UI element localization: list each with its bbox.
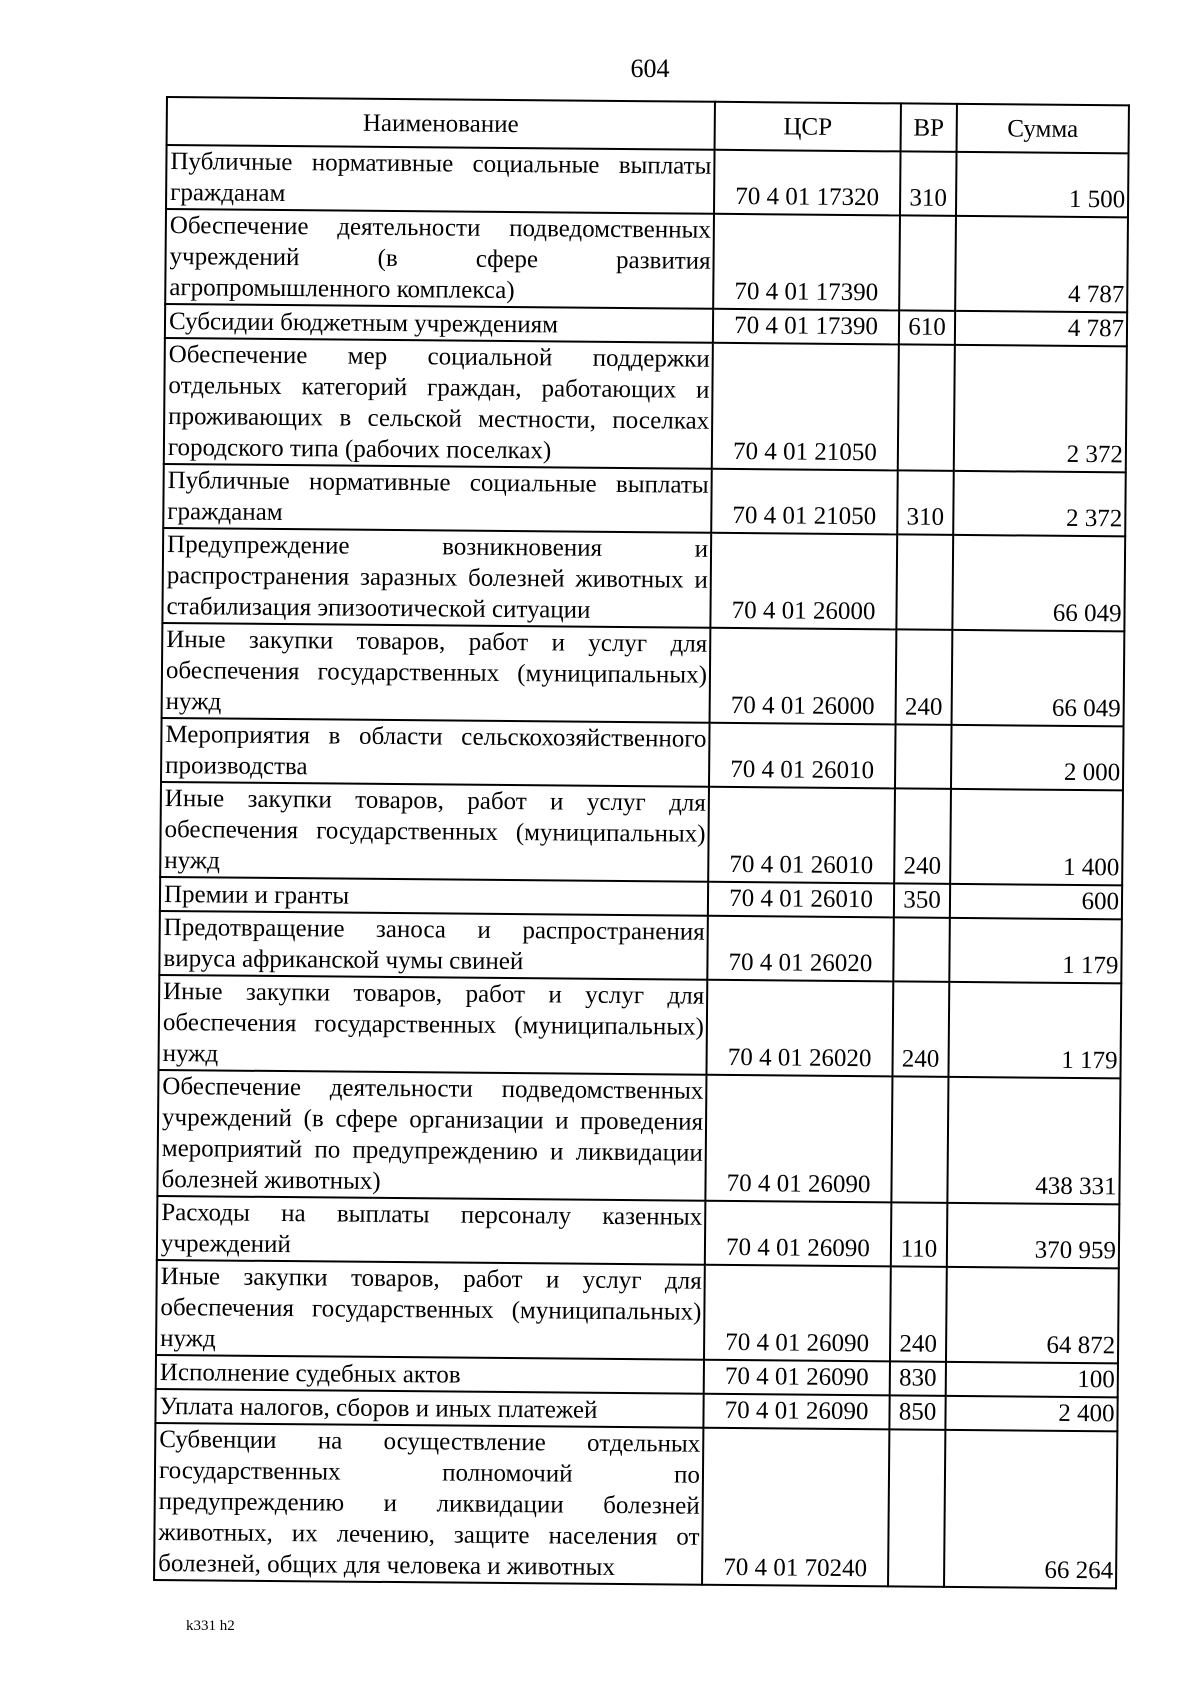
table-row	[160, 782, 1123, 885]
footer-code: k331 h2	[186, 1618, 235, 1634]
cell-csr: 70 4 01 26010	[708, 882, 894, 918]
table-row	[159, 911, 1122, 983]
cell-name: Иные закупки товаров, работ и услуг для обеспечения государственных (муниципальных) нужд	[162, 623, 711, 723]
cell-csr: 70 4 01 17390	[713, 309, 899, 345]
cell-name: Публичные нормативные социальные выплаты гражданам	[166, 145, 715, 214]
cell-vr: 240	[892, 981, 949, 1076]
cell-csr: 70 4 01 21050	[712, 343, 899, 471]
cell-csr: 70 4 01 26020	[707, 916, 894, 982]
cell-name: Обеспечение мер социальной поддержки отдельных категорий граждан, работающих и проживающих в сельской местности, поселках городского типа (рабочих поселках)	[164, 338, 713, 469]
cell-sum: 66 049	[952, 630, 1125, 726]
table-row	[156, 1260, 1119, 1363]
cell-sum: 1 179	[948, 982, 1121, 1078]
cell-sum: 370 959	[947, 1203, 1120, 1268]
cell-sum: 438 331	[947, 1077, 1120, 1204]
cell-sum: 1 179	[949, 918, 1122, 983]
table-row	[165, 209, 1128, 312]
cell-vr	[899, 215, 956, 310]
cell-name: Исполнение судебных актов	[156, 1355, 704, 1394]
header-sum: Сумма	[957, 104, 1129, 153]
cell-name: Обеспечение деятельности подведомственных учреждений (в сфере развития агропромышленного комплекса)	[165, 209, 714, 309]
cell-name: Мероприятия в области сельскохозяйственного производства	[161, 718, 710, 787]
cell-vr	[898, 344, 955, 470]
cell-vr: 610	[899, 310, 955, 344]
cell-sum: 4 787	[955, 216, 1128, 312]
cell-name: Иные закупки товаров, работ и услуг для обеспечения государственных (муниципальных) нужд	[156, 1260, 705, 1360]
cell-vr: 240	[894, 788, 951, 883]
table-body	[154, 145, 1128, 1588]
cell-vr	[888, 1429, 945, 1586]
cell-csr: 70 4 01 21050	[711, 469, 898, 535]
cell-sum: 2 000	[951, 725, 1124, 790]
cell-name: Уплата налогов, сборов и иных платежей	[155, 1389, 703, 1428]
table-row	[157, 1196, 1120, 1268]
table-row	[159, 975, 1122, 1078]
cell-name: Иные закупки товаров, работ и услуг для обеспечения государственных (муниципальных) нужд	[159, 975, 708, 1075]
table-row	[166, 145, 1129, 217]
cell-csr: 70 4 01 26010	[708, 787, 895, 884]
cell-csr: 70 4 01 26010	[709, 723, 896, 789]
cell-sum: 2 400	[945, 1396, 1117, 1431]
page-number: 604	[630, 54, 670, 83]
cell-vr	[896, 534, 953, 629]
cell-csr: 70 4 01 26020	[706, 980, 893, 1077]
cell-vr: 110	[891, 1202, 948, 1266]
cell-csr: 70 4 01 17320	[714, 150, 901, 216]
cell-sum: 66 264	[944, 1430, 1117, 1588]
cell-csr: 70 4 01 26000	[710, 628, 897, 725]
cell-sum: 4 787	[955, 311, 1127, 346]
cell-vr: 310	[897, 470, 954, 534]
header-vr: ВР	[901, 103, 957, 151]
cell-vr: 310	[900, 151, 957, 215]
cell-csr: 70 4 01 26000	[710, 533, 897, 630]
cell-name: Субсидии бюджетным учреждениям	[165, 304, 713, 343]
cell-csr: 70 4 01 26090	[705, 1201, 892, 1267]
cell-sum: 1 500	[956, 152, 1129, 217]
cell-csr: 70 4 01 26090	[704, 1360, 890, 1396]
cell-name: Обеспечение деятельности подведомственных учреждений (в сфере организации и проведения мероприятий по предупреждению и ликвидации болезней животных)	[157, 1070, 706, 1201]
cell-name: Расходы на выплаты персоналу казенных учреждений	[157, 1196, 706, 1265]
table-row	[164, 338, 1127, 472]
cell-vr: 830	[890, 1361, 946, 1395]
budget-table	[153, 96, 1130, 1589]
cell-sum: 1 400	[950, 789, 1123, 885]
cell-vr	[893, 917, 950, 981]
cell-sum: 2 372	[953, 471, 1126, 536]
cell-csr: 70 4 01 26090	[705, 1075, 892, 1203]
cell-csr: 70 4 01 17390	[713, 214, 900, 311]
cell-sum: 64 872	[946, 1267, 1119, 1363]
table-row	[163, 464, 1126, 536]
table-row	[161, 718, 1124, 790]
cell-sum: 2 372	[954, 345, 1127, 472]
cell-vr	[895, 724, 952, 788]
cell-sum: 66 049	[952, 535, 1125, 631]
header-csr: ЦСР	[715, 102, 901, 152]
cell-vr	[891, 1076, 948, 1202]
cell-sum: 600	[950, 884, 1122, 919]
cell-csr: 70 4 01 70240	[702, 1428, 889, 1587]
header-name: Наименование	[167, 97, 715, 150]
cell-csr: 70 4 01 26090	[704, 1265, 891, 1362]
table-row	[154, 1423, 1117, 1588]
cell-name: Иные закупки товаров, работ и услуг для обеспечения государственных (муниципальных) нужд	[160, 782, 709, 882]
cell-sum: 100	[946, 1362, 1118, 1397]
cell-name: Субвенции на осуществление отдельных государственных полномочий по предупреждению и ликвидации болезней животных, их лечению, защите населения от болезней, общих для человека и животных	[154, 1423, 703, 1585]
cell-csr: 70 4 01 26090	[703, 1394, 889, 1430]
table-row	[162, 623, 1125, 726]
cell-vr: 350	[894, 883, 950, 917]
cell-vr: 850	[889, 1395, 945, 1429]
cell-name: Премии и гранты	[160, 877, 708, 916]
cell-vr: 240	[890, 1266, 947, 1361]
cell-name: Предупреждение возникновения и распространения заразных болезней животных и стабилизация эпизоотической ситуации	[162, 528, 711, 628]
cell-name: Предотвращение заноса и распространения вируса африканской чумы свиней	[159, 911, 708, 980]
table-row	[157, 1070, 1120, 1204]
table-row	[162, 528, 1125, 631]
cell-vr: 240	[896, 629, 953, 724]
cell-name: Публичные нормативные социальные выплаты гражданам	[163, 464, 712, 533]
table-header-row	[167, 97, 1129, 153]
